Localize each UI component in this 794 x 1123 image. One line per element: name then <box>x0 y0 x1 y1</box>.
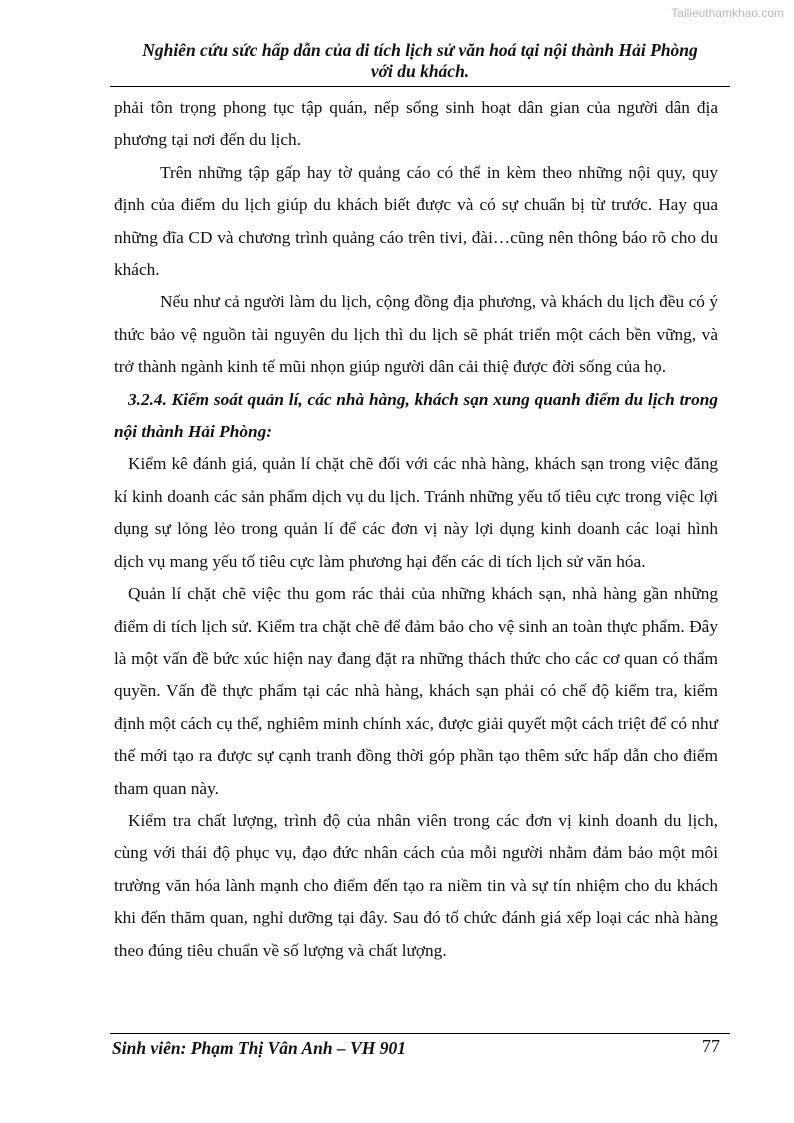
header-title-line2: với du khách. <box>370 61 470 81</box>
header-title-line1: Nghiên cứu sức hấp dẫn của di tích lịch sử văn hoá tại nội thành Hải Phòng <box>142 40 698 60</box>
footer-student-name: Sinh viên: Phạm Thị Vân Anh – VH 901 <box>112 1038 407 1058</box>
page-number: 77 <box>702 1036 720 1056</box>
paragraph-waste: Quản lí chặt chẽ việc thu gom rác thải của những khách sạn, nhà hàng gần những điểm di tích lịch sử. Kiểm tra chặt chẽ để đảm bảo cho vệ sinh an toàn thực phẩm. Đây là một vấn đề bức xúc hiện nay đang đặt ra những thách thức cho các cơ quan có thẩm quyền. Vấn đề thực phẩm tại các nhà hàng, khách sạn phải có chế độ kiểm tra, kiểm định một cách cụ thể, nghiêm minh chính xác, được giải quyết một cách triệt để có như thế mới tạo ra được sự cạnh tranh đồng thời góp phần tạo thêm sức hấp dẫn cho điểm tham quan này. <box>114 584 718 798</box>
paragraph-awareness: Nếu như cả người làm du lịch, cộng đồng địa phương, và khách du lịch đều có ý thức bảo vệ nguồn tài nguyên du lịch thì du lịch sẽ phát triển một cách bền vững, và trở thành ngành kinh tế mũi nhọn giúp người dân cải thiệ được đời sống của họ. <box>114 292 718 377</box>
paragraph-brochures: Trên những tập gấp hay tờ quảng cáo có thể in kèm theo những nội quy, quy định của điểm du lịch giúp du khách biết được và có sự chuẩn bị từ trước. Hay qua những đĩa CD và chương trình quảng cáo trên tivi, đài…cũng nên thông báo rõ cho du khách. <box>114 162 718 280</box>
page-body <box>114 92 718 967</box>
watermark: Tailieuthamkhao.com <box>671 6 784 20</box>
paragraph-inventory: Kiểm kê đánh giá, quản lí chặt chẽ đối với các nhà hàng, khách sạn trong việc đăng kí kinh doanh các sản phẩm dịch vụ du lịch. Tránh những yếu tố tiêu cực trong việc lợi dụng sự lỏng lẻo trong quản lí để các đơn vị này lợi dụng kinh doanh các loại hình dịch vụ mang yếu tố tiêu cực làm phương hại đến các di tích lịch sử văn hóa. <box>114 454 718 571</box>
running-header <box>110 40 730 82</box>
section-heading: 3.2.4. Kiểm soát quản lí, các nhà hàng, khách sạn xung quanh điểm du lịch trong nội thành Hải Phòng: <box>114 389 718 442</box>
footer-divider <box>110 1033 730 1034</box>
paragraph-continuation: phải tôn trọng phong tục tập quán, nếp sống sinh hoạt dân gian của người dân địa phương tại nơi đến du lịch. <box>114 98 718 150</box>
paragraph-staff-quality: Kiểm tra chất lượng, trình độ của nhân viên trong các đơn vị kinh doanh du lịch, cùng với thái độ phục vụ, đạo đức nhân cách của mỗi người nhằm đảm bảo một môi trường văn hóa lành mạnh cho điểm đến tạo ra niềm tin và sự tín nhiệm cho du khách khi đến thăm quan, nghỉ dưỡng tại đây. Sau đó tổ chức đánh giá xếp loại các nhà hàng theo đúng tiêu chuẩn về số lượng và chất lượng. <box>114 810 718 960</box>
header-divider <box>110 86 730 87</box>
